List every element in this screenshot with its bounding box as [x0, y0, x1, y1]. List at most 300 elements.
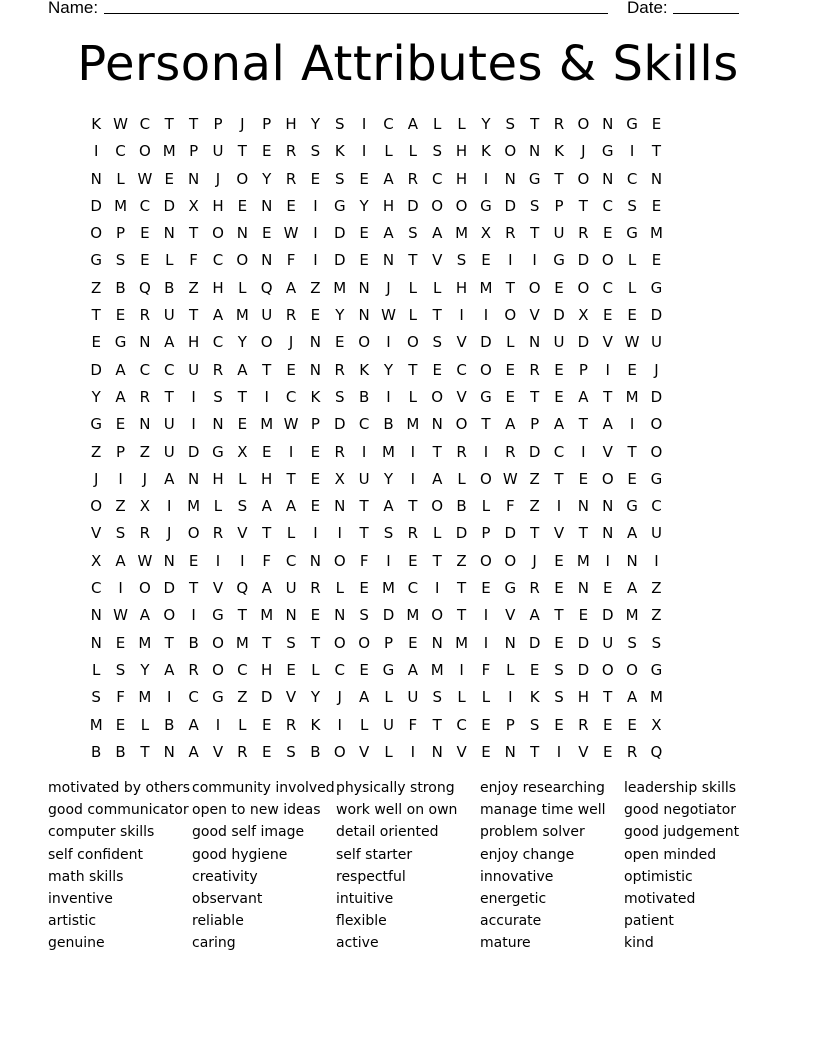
grid-letter: K	[554, 142, 564, 161]
grid-row	[84, 686, 669, 713]
grid-letter: L	[481, 497, 491, 516]
grid-letter: I	[313, 224, 318, 243]
grid-letter: C	[285, 551, 297, 570]
grid-letter: E	[481, 579, 491, 598]
grid-letter: S	[554, 660, 564, 679]
grid-letter: I	[361, 442, 367, 461]
grid-letter: S	[213, 387, 223, 406]
date-label: Date:	[627, 0, 668, 17]
grid-letter: A	[164, 469, 175, 488]
grid-letter: D	[650, 306, 663, 325]
word-list-item: kind	[624, 935, 654, 952]
grid-letter: I	[288, 442, 294, 461]
grid-letter: S	[286, 742, 296, 761]
grid-letter: H	[212, 278, 224, 297]
grid-letter: N	[334, 606, 346, 625]
grid-letter: G	[212, 688, 224, 707]
grid-letter: O	[431, 387, 444, 406]
grid-letter: I	[167, 688, 172, 707]
grid-letter: V	[456, 333, 467, 352]
grid-letter: F	[116, 688, 125, 707]
grid-letter: M	[625, 387, 639, 406]
grid-letter: N	[285, 606, 297, 625]
grid-letter: S	[554, 688, 564, 707]
grid-letter: W	[113, 115, 128, 133]
word-list	[48, 778, 768, 956]
grid-row	[84, 577, 669, 604]
grid-letter: I	[483, 606, 489, 625]
grid-letter: C	[139, 360, 151, 379]
grid-letter: Y	[383, 469, 394, 488]
grid-letter: B	[91, 742, 102, 761]
grid-letter: N	[431, 415, 443, 434]
date-field[interactable]	[673, 13, 739, 14]
grid-letter: S	[115, 251, 126, 270]
grid-letter: T	[237, 142, 247, 161]
grid-letter: R	[505, 442, 516, 461]
grid-letter: O	[650, 415, 663, 434]
word-list-item: intuitive	[336, 890, 394, 907]
grid-letter: A	[285, 497, 297, 516]
grid-letter: L	[238, 469, 247, 488]
grid-letter: A	[626, 579, 638, 598]
grid-letter: C	[115, 142, 126, 161]
grid-letter: A	[529, 606, 540, 625]
grid-letter: O	[480, 360, 492, 379]
grid-row	[84, 140, 669, 167]
grid-letter: N	[602, 524, 614, 543]
grid-letter: W	[113, 606, 128, 625]
grid-letter: L	[359, 715, 369, 734]
grid-letter: B	[115, 742, 126, 761]
grid-letter: O	[260, 333, 273, 352]
grid-letter: T	[189, 579, 199, 598]
grid-letter: L	[433, 524, 442, 543]
grid-letter: D	[577, 633, 590, 652]
grid-letter: N	[90, 169, 102, 188]
grid-letter: I	[361, 142, 367, 161]
grid-letter: E	[140, 224, 150, 243]
grid-letter: V	[432, 251, 443, 270]
grid-letter: O	[431, 196, 444, 215]
grid-letter: S	[115, 660, 126, 679]
grid-letter: S	[335, 115, 345, 133]
grid-letter: W	[137, 551, 153, 570]
grid-letter: T	[456, 579, 467, 598]
grid-letter: R	[212, 360, 224, 379]
grid-letter: D	[163, 579, 176, 598]
grid-letter: Z	[529, 497, 540, 516]
grid-letter: S	[456, 251, 467, 270]
grid-letter: U	[261, 306, 273, 325]
grid-letter: H	[455, 169, 468, 188]
grid-letter: A	[261, 579, 272, 598]
grid-letter: B	[310, 742, 321, 761]
grid-letter: D	[577, 333, 590, 352]
grid-letter: I	[264, 387, 269, 406]
grid-letter: G	[480, 196, 492, 215]
grid-letter: N	[212, 415, 224, 434]
grid-letter: I	[410, 469, 416, 488]
grid-letter: M	[576, 551, 590, 570]
grid-letter: C	[431, 169, 443, 188]
word-list-item: good communicator	[48, 802, 189, 819]
grid-letter: O	[480, 551, 492, 570]
grid-letter: I	[313, 524, 318, 543]
grid-letter: P	[554, 196, 564, 215]
grid-letter: M	[649, 224, 663, 243]
word-list-item: enjoy researching	[480, 780, 605, 796]
grid-row	[84, 604, 669, 631]
grid-letter: E	[602, 224, 613, 243]
grid-letter: T	[408, 497, 418, 516]
grid-letter: N	[626, 551, 638, 570]
grid-letter: T	[530, 524, 540, 543]
grid-letter: T	[262, 524, 272, 543]
grid-letter: A	[602, 415, 613, 434]
grid-letter: L	[433, 278, 442, 297]
grid-letter: R	[456, 442, 467, 461]
grid-letter: N	[309, 333, 322, 352]
grid-letter: N	[163, 742, 175, 761]
grid-letter: Z	[310, 278, 321, 297]
grid-letter: D	[601, 606, 614, 625]
grid-letter: V	[359, 742, 370, 761]
grid-letter: U	[553, 333, 565, 352]
grid-letter: H	[212, 196, 224, 215]
grid-letter: T	[651, 142, 662, 161]
grid-letter: D	[577, 660, 590, 679]
grid-letter: A	[212, 306, 224, 325]
grid-letter: S	[383, 524, 394, 543]
grid-letter: L	[92, 660, 101, 679]
grid-letter: T	[603, 688, 613, 707]
grid-letter: M	[382, 442, 395, 461]
grid-letter: L	[140, 715, 150, 734]
grid-letter: T	[164, 633, 174, 652]
grid-letter: Y	[262, 169, 272, 188]
grid-letter: M	[430, 660, 444, 679]
grid-letter: M	[260, 415, 274, 434]
grid-letter: E	[554, 633, 564, 652]
grid-letter: V	[91, 524, 102, 543]
grid-letter: C	[164, 360, 175, 379]
grid-letter: O	[577, 169, 590, 188]
grid-letter: N	[577, 497, 589, 516]
grid-letter: J	[532, 551, 537, 570]
grid-letter: S	[237, 497, 248, 516]
grid-letter: Z	[237, 688, 248, 707]
grid-letter: V	[602, 333, 613, 352]
grid-letter: O	[504, 142, 517, 161]
grid-letter: C	[212, 333, 224, 352]
grid-letter: T	[505, 278, 515, 297]
grid-letter: P	[116, 224, 126, 243]
grid-letter: W	[283, 415, 299, 434]
grid-letter: R	[578, 715, 589, 734]
grid-letter: I	[410, 742, 416, 761]
grid-letter: A	[115, 360, 126, 379]
grid-letter: E	[481, 742, 491, 761]
grid-letter: T	[432, 551, 442, 570]
grid-letter: E	[310, 306, 321, 325]
grid-row	[84, 413, 669, 440]
grid-letter: M	[138, 688, 152, 707]
grid-letter: G	[212, 442, 224, 461]
grid-letter: S	[286, 633, 296, 652]
grid-letter: B	[164, 715, 175, 734]
grid-letter: T	[286, 469, 296, 488]
grid-letter: R	[578, 224, 589, 243]
grid-letter: A	[115, 387, 126, 406]
grid-letter: U	[163, 442, 175, 461]
grid-row	[84, 359, 669, 386]
grid-letter: N	[261, 196, 273, 215]
grid-letter: S	[529, 196, 540, 215]
grid-letter: I	[654, 551, 659, 570]
grid-letter: T	[189, 306, 199, 325]
name-field[interactable]	[104, 13, 608, 14]
grid-letter: S	[115, 524, 126, 543]
grid-letter: H	[212, 469, 224, 488]
grid-letter: A	[164, 660, 175, 679]
grid-letter: M	[114, 196, 128, 215]
grid-letter: M	[235, 633, 249, 652]
grid-letter: C	[553, 442, 565, 461]
grid-letter: E	[286, 196, 296, 215]
grid-letter: A	[164, 333, 175, 352]
grid-letter: C	[237, 660, 248, 679]
word-list-item: enjoy change	[480, 846, 575, 863]
grid-letter: E	[115, 715, 126, 734]
grid-letter: T	[456, 606, 467, 625]
grid-letter: T	[262, 360, 272, 379]
grid-letter: I	[191, 606, 196, 625]
grid-letter: T	[310, 633, 320, 652]
grid-letter: D	[163, 196, 176, 215]
grid-letter: E	[335, 333, 345, 352]
grid-letter: E	[578, 606, 589, 625]
grid-letter: O	[358, 333, 371, 352]
grid-letter: T	[164, 387, 174, 406]
grid-letter: V	[505, 606, 516, 625]
grid-letter: Z	[115, 497, 126, 516]
grid-letter: W	[624, 333, 640, 352]
grid-letter: E	[310, 469, 321, 488]
grid-letter: O	[431, 606, 444, 625]
grid-letter: G	[626, 497, 638, 516]
grid-letter: O	[528, 278, 541, 297]
grid-letter: G	[650, 660, 663, 679]
grid-letter: R	[334, 360, 345, 379]
grid-letter: O	[163, 606, 176, 625]
grid-letter: O	[333, 742, 346, 761]
grid-letter: E	[91, 333, 101, 352]
grid-letter: V	[578, 742, 589, 761]
grid-letter: D	[528, 442, 541, 461]
grid-letter: S	[335, 169, 345, 188]
grid-letter: G	[553, 251, 565, 270]
grid-letter: E	[602, 306, 613, 325]
grid-letter: R	[553, 115, 565, 133]
grid-letter: I	[337, 715, 342, 734]
grid-letter: A	[383, 497, 394, 516]
grid-letter: D	[187, 442, 200, 461]
grid-letter: M	[455, 633, 469, 652]
grid-letter: J	[386, 278, 391, 297]
grid-letter: R	[334, 442, 345, 461]
grid-letter: O	[333, 551, 346, 570]
grid-letter: P	[116, 442, 126, 461]
grid-letter: S	[505, 115, 516, 133]
grid-letter: U	[212, 142, 224, 161]
grid-letter: T	[530, 742, 540, 761]
grid-letter: I	[556, 497, 562, 516]
grid-letter: N	[163, 224, 175, 243]
grid-letter: L	[384, 688, 393, 707]
grid-letter: L	[384, 742, 393, 761]
grid-letter: R	[285, 169, 297, 188]
grid-letter: Z	[529, 469, 540, 488]
grid-letter: N	[358, 306, 370, 325]
grid-letter: E	[554, 278, 564, 297]
grid-letter: I	[313, 251, 318, 270]
grid-letter: T	[262, 633, 272, 652]
grid-letter: I	[191, 415, 196, 434]
grid-letter: F	[481, 660, 491, 679]
grid-letter: O	[333, 633, 346, 652]
grid-letter: I	[532, 251, 537, 270]
word-list-item: energetic	[480, 890, 547, 907]
grid-letter: V	[285, 688, 297, 707]
grid-letter: G	[601, 142, 614, 161]
grid-letter: R	[188, 660, 199, 679]
grid-letter: Z	[651, 579, 662, 598]
grid-letter: I	[483, 169, 489, 188]
grid-letter: O	[90, 497, 103, 516]
grid-letter: H	[285, 115, 297, 133]
word-list-item: good negotiator	[624, 802, 737, 819]
grid-letter: L	[627, 278, 637, 297]
grid-letter: D	[528, 633, 541, 652]
grid-letter: M	[625, 606, 639, 625]
grid-letter: T	[432, 306, 442, 325]
grid-letter: I	[386, 333, 391, 352]
word-list-item: mature	[480, 935, 531, 952]
grid-letter: I	[167, 497, 172, 516]
grid-letter: E	[237, 196, 248, 215]
grid-letter: S	[408, 224, 418, 243]
grid-letter: I	[410, 442, 416, 461]
grid-letter: E	[602, 742, 613, 761]
grid-letter: G	[650, 278, 663, 297]
grid-letter: M	[333, 278, 347, 297]
grid-letter: O	[455, 196, 468, 215]
word-list-item: artistic	[48, 913, 97, 930]
grid-letter: E	[554, 715, 564, 734]
grid-letter: T	[578, 415, 588, 434]
word-list-item: optimistic	[624, 868, 693, 885]
grid-letter: R	[407, 524, 419, 543]
grid-letter: M	[406, 415, 420, 434]
grid-letter: G	[114, 333, 127, 352]
grid-letter: L	[384, 142, 393, 161]
grid-letter: I	[191, 387, 196, 406]
grid-letter: N	[650, 169, 663, 188]
grid-letter: E	[286, 360, 296, 379]
grid-letter: M	[479, 278, 493, 297]
grid-letter: N	[431, 633, 443, 652]
grid-letter: C	[334, 660, 346, 679]
grid-letter: O	[406, 333, 419, 352]
grid-letter: K	[359, 360, 370, 379]
grid-letter: M	[382, 579, 395, 598]
grid-letter: N	[236, 224, 248, 243]
grid-letter: D	[382, 606, 395, 625]
grid-letter: Y	[335, 306, 345, 325]
grid-letter: O	[626, 660, 638, 679]
grid-letter: H	[261, 660, 273, 679]
word-list-item: motivated	[624, 890, 696, 907]
grid-letter: U	[188, 360, 200, 379]
grid-letter: N	[90, 606, 102, 625]
grid-letter: U	[602, 633, 614, 652]
grid-letter: M	[89, 715, 103, 734]
grid-letter: O	[601, 660, 614, 679]
grid-letter: L	[238, 278, 247, 297]
grid-letter: I	[215, 551, 221, 570]
grid-letter: T	[578, 524, 588, 543]
grid-letter: K	[310, 715, 321, 734]
grid-letter: E	[310, 606, 321, 625]
grid-letter: D	[333, 224, 346, 243]
grid-letter: G	[626, 224, 638, 243]
word-list-item: motivated by others	[48, 780, 191, 796]
grid-letter: I	[240, 551, 245, 570]
grid-row	[84, 195, 669, 222]
grid-letter: E	[261, 742, 272, 761]
grid-letter: E	[261, 715, 272, 734]
grid-letter: P	[310, 415, 320, 434]
grid-letter: I	[508, 251, 513, 270]
name-label: Name:	[48, 0, 99, 17]
grid-letter: A	[553, 415, 565, 434]
grid-letter: H	[455, 278, 468, 297]
grid-letter: Y	[310, 115, 320, 133]
word-list-item: inventive	[48, 890, 113, 907]
grid-letter: B	[188, 633, 199, 652]
word-list-item: observant	[192, 890, 263, 907]
grid-letter: C	[139, 115, 151, 133]
grid-letter: L	[457, 115, 466, 133]
grid-letter: Y	[383, 360, 394, 379]
grid-letter: A	[188, 715, 199, 734]
grid-letter: O	[212, 660, 224, 679]
grid-letter: O	[236, 251, 249, 270]
grid-letter: U	[407, 688, 419, 707]
grid-letter: J	[167, 524, 172, 543]
grid-letter: N	[163, 551, 175, 570]
grid-letter: T	[530, 387, 540, 406]
grid-letter: H	[455, 142, 468, 161]
grid-letter: V	[212, 579, 224, 598]
grid-letter: R	[407, 169, 419, 188]
grid-letter: N	[504, 633, 516, 652]
grid-letter: O	[577, 278, 590, 297]
grid-letter: L	[408, 278, 418, 297]
grid-letter: Y	[481, 115, 491, 133]
word-list-item: good hygiene	[192, 846, 288, 863]
